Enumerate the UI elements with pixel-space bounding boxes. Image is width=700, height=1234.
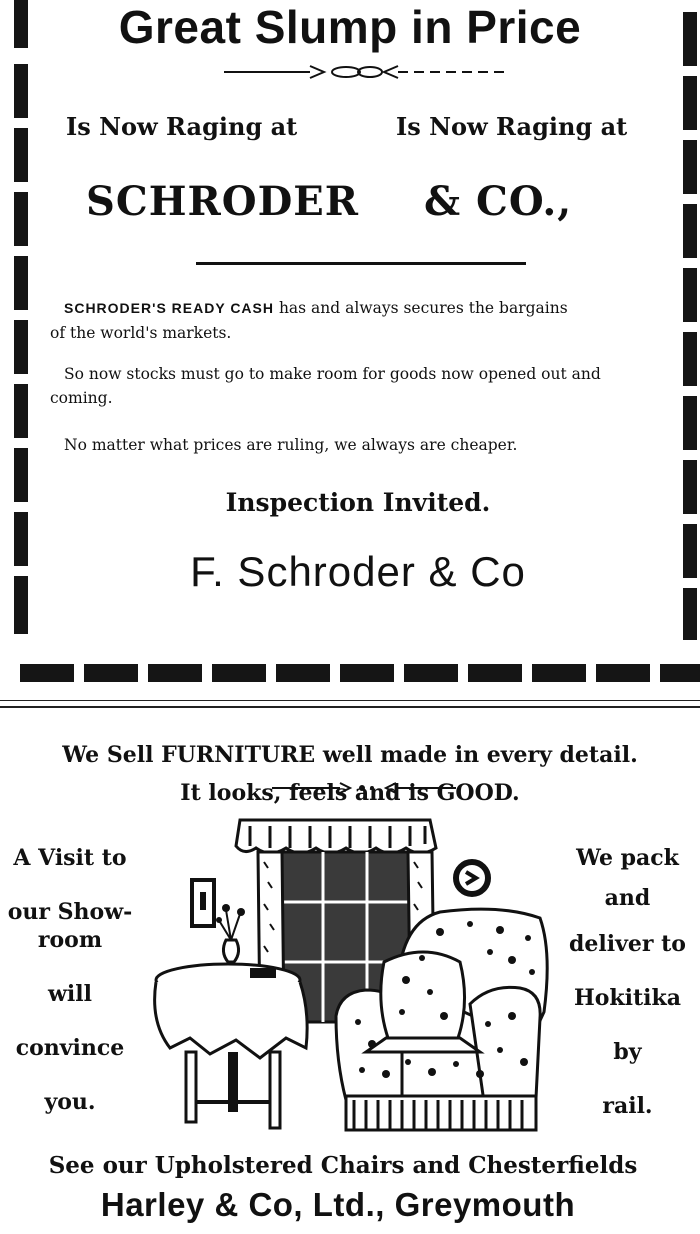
ad2-subhead: It looks, feels and is GOOD. — [180, 780, 520, 806]
armchair-window-table-icon — [140, 812, 560, 1152]
ad2-bottom-line: See our Upholstered Chairs and Chesterfields — [48, 1152, 638, 1179]
left-line-1: A Visit to — [13, 845, 127, 871]
para2-line1: So now stocks must go to make room for goods now opened out and — [64, 365, 601, 383]
rule-top — [0, 700, 700, 701]
rule-top-2 — [0, 706, 700, 708]
ornament-divider — [220, 62, 540, 82]
raging-left: Is Now Raging at — [66, 112, 298, 141]
left-line-3: room — [37, 927, 103, 953]
right-column-text — [555, 838, 700, 1126]
right-line-4: Hokitika — [573, 985, 682, 1011]
inspection-invited: Inspection Invited. — [225, 488, 491, 517]
para2-line2: coming. — [50, 389, 113, 407]
left-line-6: you. — [44, 1089, 96, 1115]
right-line-3: deliver to — [569, 931, 686, 957]
left-border-bar — [14, 0, 28, 640]
right-line-6: rail. — [602, 1093, 653, 1119]
left-line-5: convince — [15, 1035, 125, 1061]
para1-line2: of the world's markets. — [50, 324, 232, 342]
left-line-4: will — [47, 981, 92, 1007]
company-left: SCHRODER — [86, 178, 360, 225]
ad1-headline: Great Slump in Price — [118, 1, 582, 53]
ad2-headline: We Sell FURNITURE well made in every detail. — [62, 742, 638, 768]
para1-bold: SCHRODER'S READY CASH — [64, 300, 274, 316]
left-column-text — [0, 838, 140, 1122]
ad-separator — [20, 664, 700, 682]
para3: No matter what prices are ruling, we always are cheaper. — [64, 436, 518, 454]
ad1-signature: F. Schroder & Co — [190, 548, 526, 595]
company-right: & CO., — [424, 178, 573, 225]
right-border-bar — [683, 0, 697, 640]
raging-right: Is Now Raging at — [396, 112, 628, 141]
right-line-1: We pack — [576, 845, 679, 871]
section-rule — [196, 262, 526, 265]
ad2-signature: Harley & Co, Ltd., Greymouth — [100, 1186, 576, 1223]
right-line-5: by — [613, 1039, 642, 1065]
left-line-2: our Show- — [7, 899, 133, 925]
right-line-2: and — [604, 885, 651, 911]
para1-line1 — [64, 296, 568, 321]
para1-rest: has and always secures the bargains — [278, 299, 568, 317]
